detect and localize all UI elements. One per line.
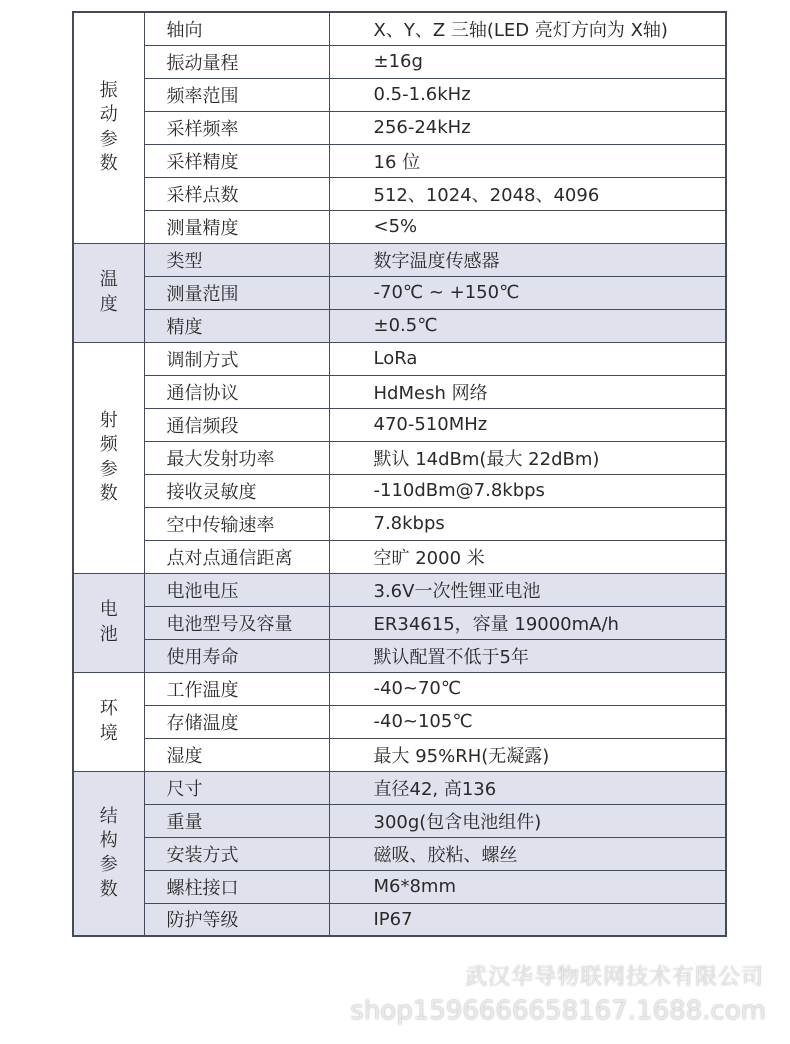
param-label: 振动量程: [144, 45, 329, 78]
param-label: 调制方式: [144, 342, 329, 375]
table-row: [73, 210, 726, 243]
spec-table: [72, 11, 727, 937]
table-row: [73, 408, 726, 441]
table-row: [73, 903, 726, 936]
param-label: 通信频段: [144, 408, 329, 441]
table-row: [73, 144, 726, 177]
table-row: [73, 672, 726, 705]
table-row: [73, 441, 726, 474]
param-label: 通信协议: [144, 375, 329, 408]
param-value: M6*8mm: [329, 870, 726, 903]
param-value: -40~70℃: [329, 672, 726, 705]
group-header-cell: [73, 672, 144, 771]
param-label: 螺柱接口: [144, 870, 329, 903]
table-row: [73, 705, 726, 738]
group-header-cell: [73, 573, 144, 672]
param-label: 安装方式: [144, 837, 329, 870]
table-row: [73, 177, 726, 210]
param-value: 直径42, 高136: [329, 771, 726, 804]
group-header-cell: [73, 771, 144, 936]
param-label: 存储温度: [144, 705, 329, 738]
param-label: 频率范围: [144, 78, 329, 111]
param-value: 7.8kbps: [329, 507, 726, 540]
param-label: 采样点数: [144, 177, 329, 210]
watermark-shop-url: shop1596666658167.1688.com: [350, 996, 766, 1026]
param-label: 采样精度: [144, 144, 329, 177]
param-label: 轴向: [144, 12, 329, 45]
param-label: 电池型号及容量: [144, 606, 329, 639]
param-value: 默认配置不低于5年: [329, 639, 726, 672]
table-row: [73, 243, 726, 276]
table-row: [73, 78, 726, 111]
spec-table-body: [73, 12, 726, 936]
group-header-cell: [73, 12, 144, 243]
param-value: 256-24kHz: [329, 111, 726, 144]
param-value: 0.5-1.6kHz: [329, 78, 726, 111]
table-row: [73, 474, 726, 507]
table-row: [73, 804, 726, 837]
param-label: 工作温度: [144, 672, 329, 705]
param-value: ER34615，容量 19000mA/h: [329, 606, 726, 639]
param-value: 默认 14dBm(最大 22dBm): [329, 441, 726, 474]
table-row: [73, 309, 726, 342]
table-row: [73, 870, 726, 903]
param-value: HdMesh 网络: [329, 375, 726, 408]
param-value: LoRa: [329, 342, 726, 375]
param-label: 测量范围: [144, 276, 329, 309]
table-row: [73, 540, 726, 573]
table-row: [73, 606, 726, 639]
param-value: IP67: [329, 903, 726, 936]
param-value: ±0.5℃: [329, 309, 726, 342]
table-row: [73, 45, 726, 78]
group-header-cell: [73, 243, 144, 342]
param-label: 湿度: [144, 738, 329, 771]
table-row: [73, 507, 726, 540]
table-row: [73, 12, 726, 45]
param-value: X、Y、Z 三轴(LED 亮灯方向为 X轴): [329, 12, 726, 45]
group-name: 结构参数: [99, 805, 118, 900]
param-label: 接收灵敏度: [144, 474, 329, 507]
param-value: -40~105℃: [329, 705, 726, 738]
param-label: 类型: [144, 243, 329, 276]
table-row: [73, 837, 726, 870]
group-header-cell: [73, 342, 144, 573]
param-label: 防护等级: [144, 903, 329, 936]
param-label: 最大发射功率: [144, 441, 329, 474]
param-label: 尺寸: [144, 771, 329, 804]
table-row: [73, 375, 726, 408]
group-name: 环境: [99, 698, 118, 744]
param-value: 16 位: [329, 144, 726, 177]
watermark-company: 武汉华导物联网技术有限公司: [464, 965, 764, 990]
table-row: [73, 342, 726, 375]
param-label: 点对点通信距离: [144, 540, 329, 573]
param-label: 使用寿命: [144, 639, 329, 672]
group-name: 温度: [99, 269, 118, 315]
param-value: 空旷 2000 米: [329, 540, 726, 573]
table-row: [73, 738, 726, 771]
table-row: [73, 639, 726, 672]
param-value: 470-510MHz: [329, 408, 726, 441]
param-label: 精度: [144, 309, 329, 342]
group-name: 振动参数: [99, 80, 118, 175]
table-row: [73, 111, 726, 144]
param-value: 3.6V一次性锂亚电池: [329, 573, 726, 606]
param-label: 测量精度: [144, 210, 329, 243]
table-row: [73, 573, 726, 606]
param-value: -70℃ ~ +150℃: [329, 276, 726, 309]
param-value: -110dBm@7.8kbps: [329, 474, 726, 507]
table-row: [73, 276, 726, 309]
param-label: 空中传输速率: [144, 507, 329, 540]
group-name: 射频参数: [99, 409, 118, 504]
param-value: 磁吸、胶粘、螺丝: [329, 837, 726, 870]
param-value: 最大 95%RH(无凝露): [329, 738, 726, 771]
group-name: 电池: [99, 599, 118, 645]
param-label: 电池电压: [144, 573, 329, 606]
param-value: ±16g: [329, 45, 726, 78]
param-value: <5%: [329, 210, 726, 243]
param-value: 数字温度传感器: [329, 243, 726, 276]
param-value: 512、1024、2048、4096: [329, 177, 726, 210]
table-row: [73, 771, 726, 804]
param-value: 300g(包含电池组件): [329, 804, 726, 837]
param-label: 采样频率: [144, 111, 329, 144]
param-label: 重量: [144, 804, 329, 837]
